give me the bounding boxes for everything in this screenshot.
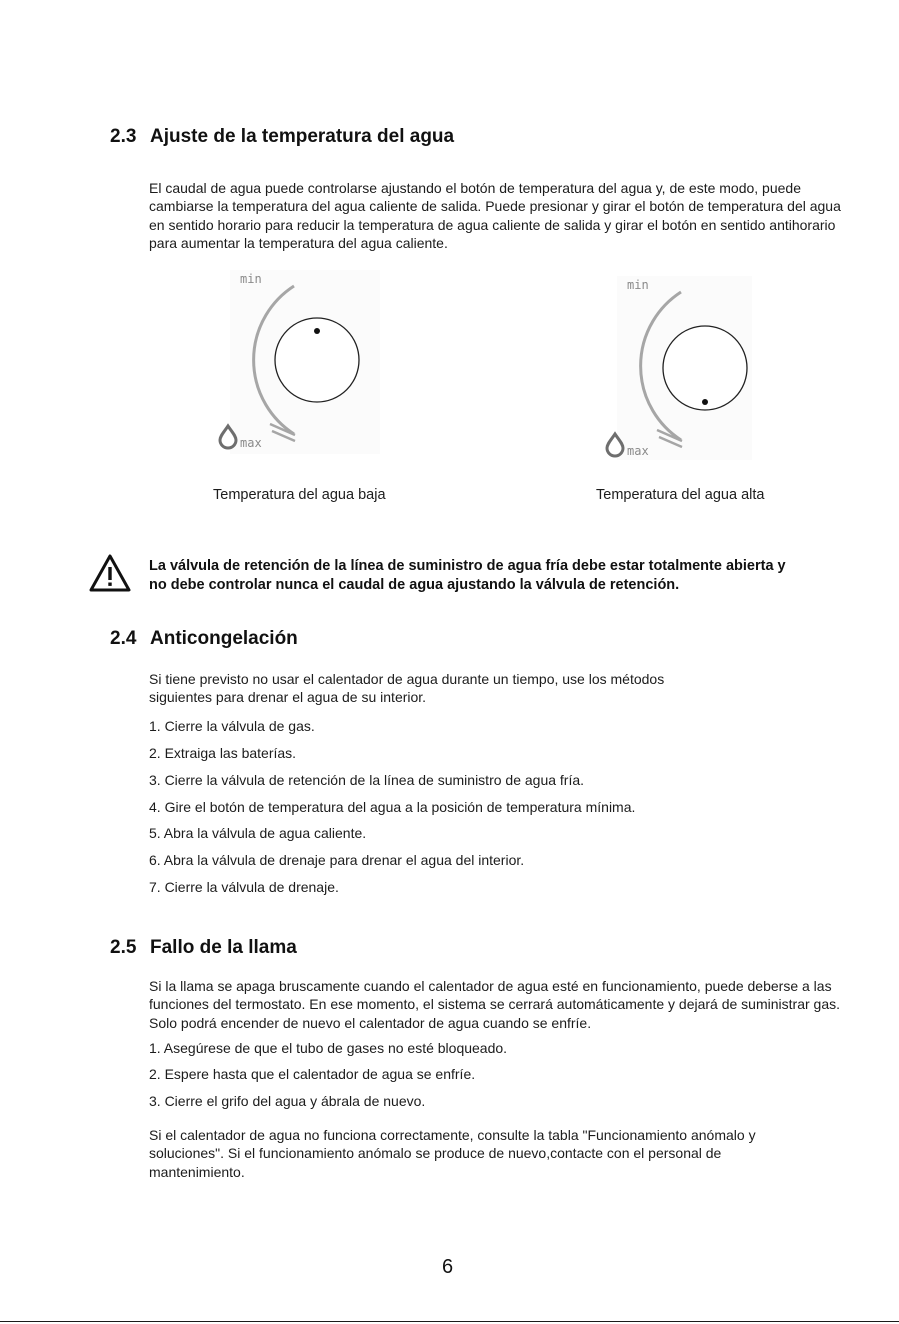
section-number: 2.5 [110,937,137,958]
temperature-knob [663,326,747,410]
page-number: 6 [442,1256,454,1278]
list-item: 3. Cierre el grifo del agua y ábrala de nuevo. [149,1093,426,1109]
page-bottom-rule [0,1321,899,1322]
section-2-4-heading [110,628,298,650]
list-item: 5. Abra la válvula de agua caliente. [149,825,367,841]
warning-text [149,557,786,595]
section-2-5-heading [110,937,297,959]
intro-line: Si tiene previsto no usar el calentador de agua durante un tiempo, use los métodos [149,671,665,687]
dial-high-temperature [587,272,777,462]
dial-max-label: max [627,444,649,458]
warning-line: no debe controlar nunca el caudal de agua ajustando la válvula de retención. [149,577,680,593]
dial-min-label: min [240,272,262,286]
section-2-5-intro: Si la llama se apaga bruscamente cuando el calentador de agua esté en funcionamiento, puede deberse a las funciones del termostato. En ese momento, el sistema se cerrará automáticamente y dejará de suministrar gas. Solo podrá encender de nuevo el calentador de agua cuando se enfríe. [149,978,840,1031]
list-item: 6. Abra la válvula de drenaje para drenar el agua del interior. [149,852,525,868]
list-item: 3. Cierre la válvula de retención de la línea de suministro de agua fría. [149,772,585,788]
dial-low-temperature [200,266,390,456]
intro-line: siguientes para drenar el agua de su interior. [149,689,427,706]
dial-high-caption: Temperatura del agua alta [596,487,765,503]
list-item: 2. Espere hasta que el calentador de agua se enfríe. [149,1066,476,1082]
warning-line: La válvula de retención de la línea de suministro de agua fría debe estar totalmente abierta y [149,558,786,574]
section-2-4-intro [149,670,664,707]
section-title: Anticongelación [150,628,298,649]
list-item: 1. Asegúrese de que el tubo de gases no esté bloqueado. [149,1040,508,1056]
section-2-3-paragraph: El caudal de agua puede controlarse ajustando el botón de temperatura del agua y, de este modo, puede cambiarse la temperatura del agua caliente de salida. Puede presionar y girar el botón de temperatura del agua en sentido horario para reducir la temperatura de agua caliente de salida y girar el botón en sentido antihorario para aumentar la temperatura del agua caliente. [149,180,841,251]
list-item: 1. Cierre la válvula de gas. [149,718,315,734]
section-2-5-closing: Si el calentador de agua no funciona correctamente, consulte la tabla "Funcionamiento anómalo y soluciones". Si el funcionamiento anómalo se produce de nuevo,contacte con el personal de mantenimiento. [149,1127,756,1180]
section-title: Fallo de la llama [150,937,297,958]
dial-low-caption: Temperatura del agua baja [213,487,386,503]
section-number: 2.3 [110,126,137,147]
knob-indicator-dot [702,399,708,405]
list-item: 2. Extraiga las baterías. [149,745,297,761]
dial-max-label: max [240,436,262,450]
warning-triangle-icon [88,553,132,593]
section-2-3-heading [110,126,454,148]
list-item: 4. Gire el botón de temperatura del agua a la posición de temperatura mínima. [149,799,636,815]
knob-indicator-dot [314,328,320,334]
list-item: 7. Cierre la válvula de drenaje. [149,879,339,895]
dial-min-label: min [627,278,649,292]
section-number: 2.4 [110,628,137,649]
section-title: Ajuste de la temperatura del agua [150,126,455,147]
